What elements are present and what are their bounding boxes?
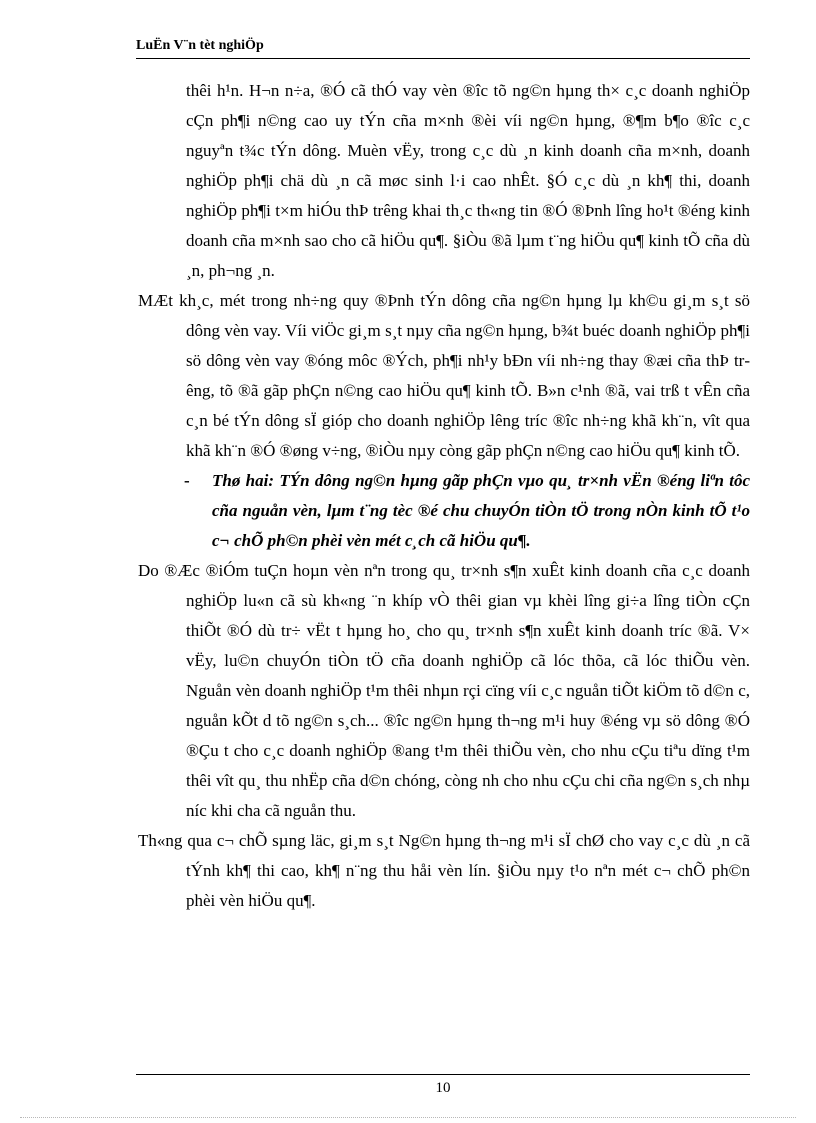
paragraph-1: thêi h¹n. H¬n n÷a, ®Ó cã thÓ vay vèn ®îc tõ ng©n hµng th× c¸c doanh nghiÖp cÇn ph¶i n©ng cao uy tÝn cña m×nh ®èi víi ng©n hµng, ®¶m b¶o ®îc c¸c nguyªn t¾c tÝn dông. Muèn vËy, trong c¸c dù ¸n kinh doanh cña m×nh, doanh nghiÖp ph¶i chä dù ¸n cã møc sinh l·i cao nhÊt. §Ó c¸c dù ¸n kh¶ thi, doanh nghiÖp ph¶i t×m hiÓu thÞ trêng khai th¸c th«ng tin ®Ó ®Þnh lîng ho¹t ®éng kinh doanh cña m×nh sao cho cã hiÖu qu¶. §iÒu ®ã lµm t¨ng hiÖu qu¶ kinh tÕ cña dù ¸n, ph¬ng ¸n. [186, 81, 750, 280]
header-divider [136, 58, 750, 59]
body-text [138, 76, 750, 916]
paragraph-5: Th«ng qua c¬ chÕ sµng läc, gi¸m s¸t Ng©n hµng th¬ng m¹i sÏ chØ cho vay c¸c dù ¸n cã tÝnh kh¶ thi cao, kh¶ n¨ng thu håi vèn lín. §iÒu nµy t¹o nªn mét c¬ chÕ ph©n phèi vèn hiÖu qu¶. [138, 831, 750, 910]
paragraph-2: MÆt kh¸c, mét trong nh÷ng quy ®Þnh tÝn dông cña ng©n hµng lµ kh©u gi¸m s¸t sö dông vèn vay. Víi viÖc gi¸m s¸t nµy cña ng©n hµng, b¾t buéc doanh nghiÖp ph¶i sö dông vèn vay ®óng môc ®Ých, ph¶i nh¹y bÐn víi nh÷ng thay ®æi cña thÞ trêng, tõ ®ã gãp phÇn n©ng cao hiÖu qu¶ kinh tÕ. B»n c¹nh ®ã, vai trß t vÊn cña c¸n bé tÝn dông sÏ gióp cho doanh nghiÖp lêng tríc ®îc nh÷ng khã kh¨n, vît qua khã kh¨n ®Ó ®øng v÷ng, ®iÒu nµy còng gãp phÇn n©ng cao hiÖu qu¶ kinh tÕ. [138, 291, 750, 460]
bullet-dash: - [184, 471, 190, 490]
page-number: 10 [435, 1080, 451, 1096]
bullet-item [186, 466, 750, 556]
page-edge-dotted-line [20, 1117, 796, 1118]
paragraph-4: Do ®Æc ®iÓm tuÇn hoµn vèn nªn trong qu¸ tr×nh s¶n xuÊt kinh doanh cña c¸c doanh nghiÖp lu«n cã sù kh«ng ¨n khíp vÒ thêi gian vµ khèi lîng gi÷a lîng tiÒn cÇn thiÕt ®Ó dù tr÷ vËt t hµng ho¸ cho qu¸ tr×nh s¶n xuÊt kinh doanh tríc ®ã. V× vËy, lu©n chuyÓn tiÒn tÖ cña doanh nghiÖp cã lóc thõa, cã lóc thiÕu vèn. Nguån vèn doanh nghiÖp t¹m thêi nhµn rçi cïng víi c¸c nguån tiÕt kiÖm tõ d©n c, nguån kÕt d tõ ng©n s¸ch... ®îc ng©n hµng th¬ng m¹i huy ®éng vµ sö dông ®Ó ®Çu t cho c¸c doanh nghiÖp ®ang t¹m thêi thiÕu vèn, cho nhu cÇu tiªu dïng t¹m thêi vît qu¸ thu nhËp cña d©n chóng, còng nh cho nhu cÇu chi cña ng©n s¸ch nhµ níc khi cha cã nguån thu. [138, 561, 750, 820]
header-title: LuËn V¨n tèt nghiÖp [136, 38, 264, 53]
bullet-text: Thø hai: TÝn dông ng©n hµng gãp phÇn vµo qu¸ tr×nh vËn ®éng liªn tôc cña nguån vèn, lµm t¨ng tèc ®é chu chuyÓn tiÒn tÖ trong nÒn kinh tÕ t¹o c¬ chÕ ph©n phèi vèn mét c¸ch cã hiÖu qu¶. [212, 471, 750, 550]
footer-divider [136, 1074, 750, 1075]
